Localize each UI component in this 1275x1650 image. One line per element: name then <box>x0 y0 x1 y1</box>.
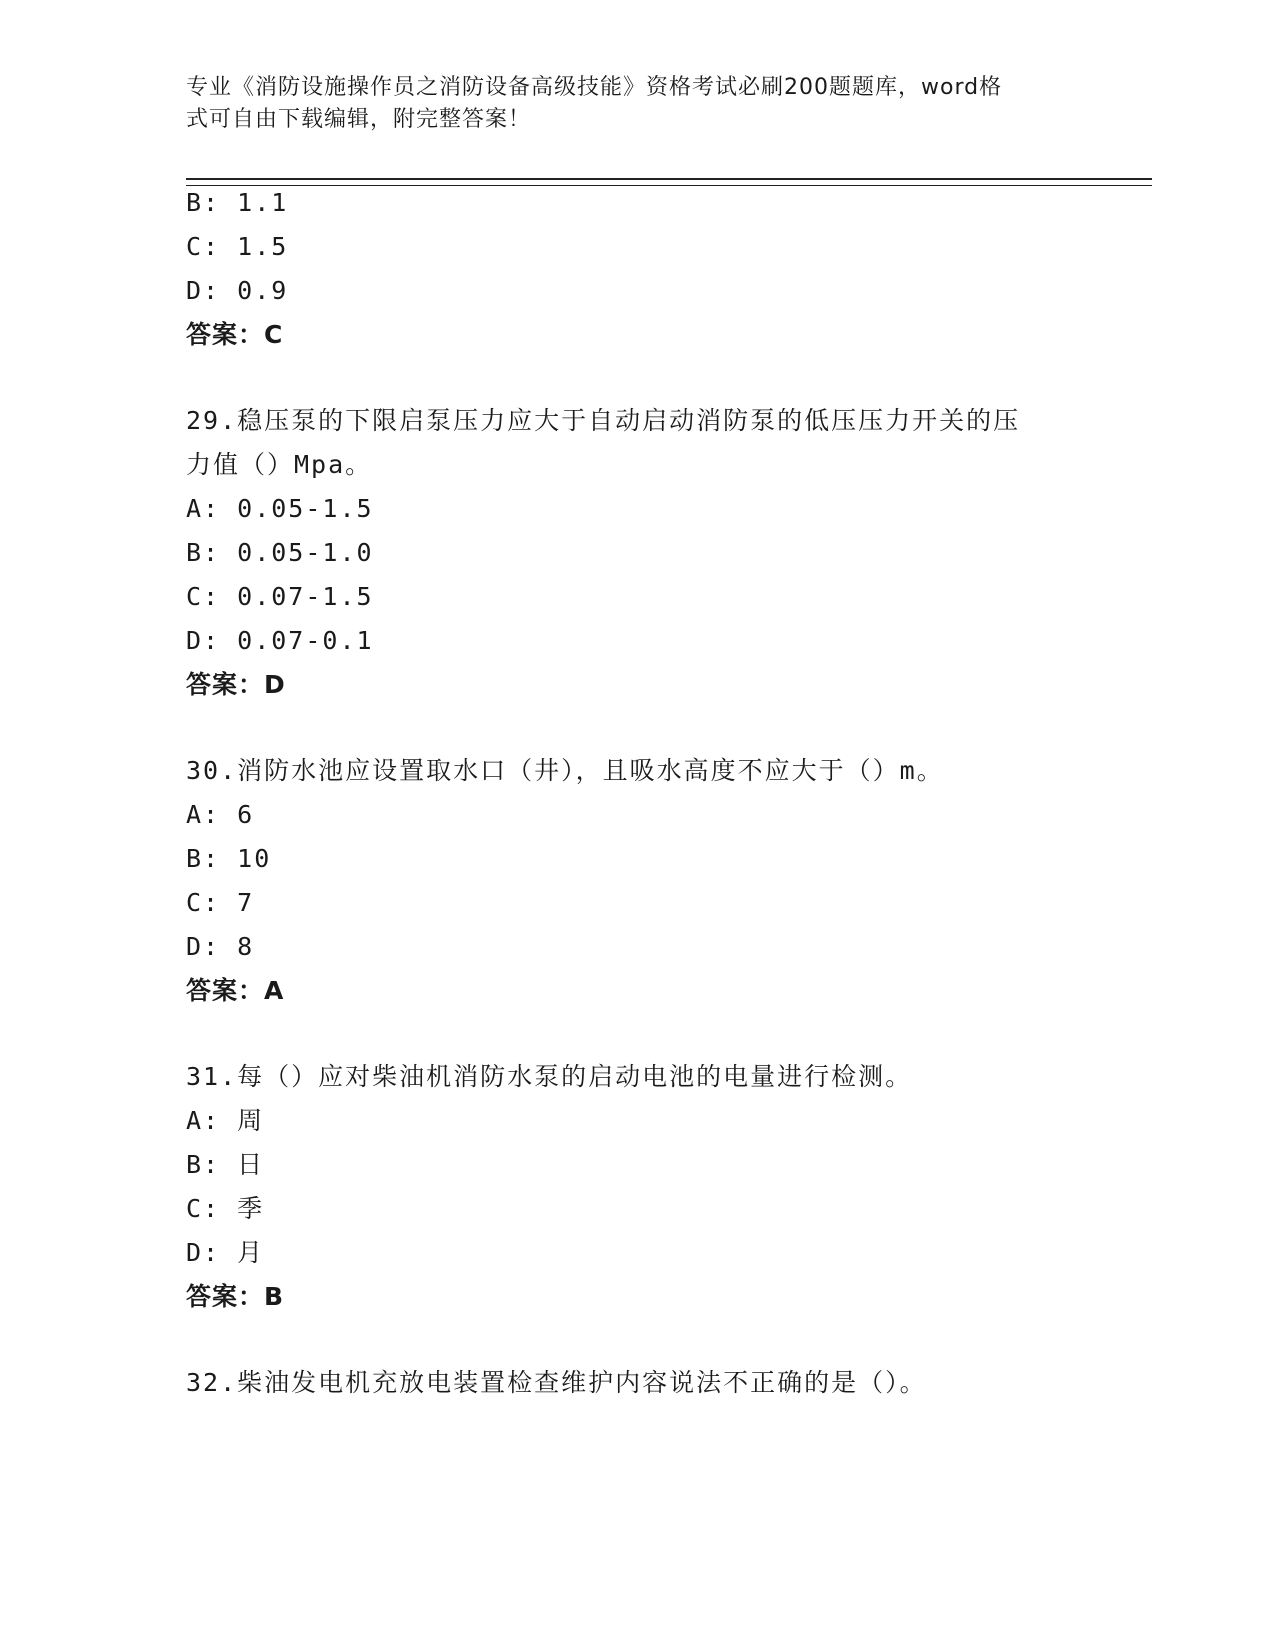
q28-answer: 答案：C <box>186 320 284 349</box>
q31-option-d: D: 月 <box>186 1238 265 1267</box>
q30-option-a: A: 6 <box>186 800 255 829</box>
q28-option-b: B: 1.1 <box>186 188 289 217</box>
q29-answer: 答案：D <box>186 670 286 699</box>
q30-option-b: B: 10 <box>186 844 272 873</box>
q28-option-c: C: 1.5 <box>186 232 289 261</box>
q29-option-a: A: 0.05-1.5 <box>186 494 374 523</box>
q30-option-d: D: 8 <box>186 932 255 961</box>
q31-text-line-1: 31.每（）应对柴油机消防水泵的启动电池的电量进行检测。 <box>186 1062 913 1091</box>
q29-option-b: B: 0.05-1.0 <box>186 538 374 567</box>
q31-option-c: C: 季 <box>186 1194 265 1223</box>
q31-option-a: A: 周 <box>186 1106 265 1135</box>
q32-text-line-1: 32.柴油发电机充放电装置检查维护内容说法不正确的是（）。 <box>186 1368 927 1397</box>
header-divider <box>186 178 1152 186</box>
document-header <box>186 72 1066 136</box>
q28-option-d: D: 0.9 <box>186 276 289 305</box>
header-title-line-2: 式可自由下载编辑，附完整答案！ <box>186 107 532 132</box>
q30-text-line-1: 30.消防水池应设置取水口（井），且吸水高度不应大于（）m。 <box>186 756 944 785</box>
q29-option-c: C: 0.07-1.5 <box>186 582 374 611</box>
q31-answer: 答案：B <box>186 1282 285 1311</box>
q29-text-line-2: 力值（）Mpa。 <box>186 450 373 479</box>
q29-text-line-1: 29.稳压泵的下限启泵压力应大于自动启动消防泵的低压压力开关的压 <box>186 406 1021 435</box>
q31-option-b: B: 日 <box>186 1150 265 1179</box>
q30-answer: 答案：A <box>186 976 285 1005</box>
q30-option-c: C: 7 <box>186 888 255 917</box>
q29-option-d: D: 0.07-0.1 <box>186 626 374 655</box>
header-title-line-1: 专业《消防设施操作员之消防设备高级技能》资格考试必刷200题题库，word格 <box>186 75 1003 100</box>
